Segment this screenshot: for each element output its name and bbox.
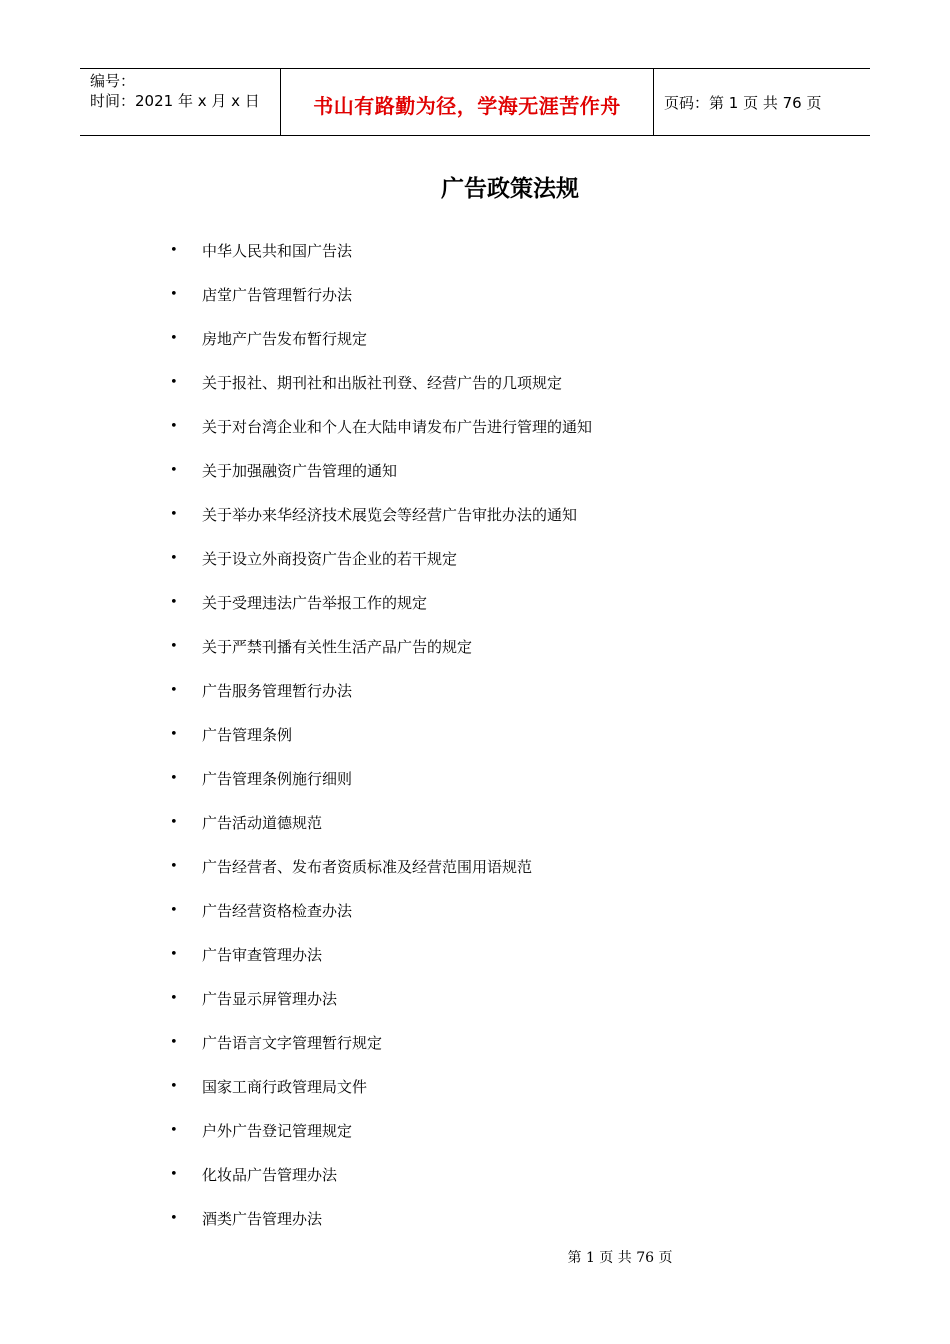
- list-item: [170, 1108, 592, 1152]
- bullet-icon: •: [170, 374, 178, 390]
- list-item: [170, 228, 592, 272]
- list-item: [170, 1196, 592, 1240]
- list-item-text: 关于加强融资广告管理的通知: [202, 461, 398, 480]
- list-item-text: 化妆品广告管理办法: [202, 1165, 338, 1184]
- bullet-icon: •: [170, 462, 178, 478]
- list-item: [170, 360, 592, 404]
- list-item: [170, 668, 592, 712]
- bullet-icon: •: [170, 1034, 178, 1050]
- bullet-icon: •: [170, 946, 178, 962]
- document-header: [80, 68, 870, 136]
- bullet-icon: •: [170, 902, 178, 918]
- list-item: [170, 492, 592, 536]
- regulation-list: [170, 228, 592, 1240]
- list-item-text: 关于设立外商投资广告企业的若干规定: [202, 549, 458, 568]
- list-item: [170, 536, 592, 580]
- bullet-icon: •: [170, 594, 178, 610]
- page-info: 页码：第 1 页 共 76 页: [664, 93, 822, 112]
- list-item-text: 广告活动道德规范: [202, 813, 323, 832]
- bullet-icon: •: [170, 682, 178, 698]
- number-label: 编号：: [90, 72, 136, 90]
- bullet-icon: •: [170, 1166, 178, 1182]
- list-item: [170, 1064, 592, 1108]
- bullet-icon: •: [170, 242, 178, 258]
- bullet-icon: •: [170, 814, 178, 830]
- header-middle-cell: [281, 69, 654, 135]
- bullet-icon: •: [170, 990, 178, 1006]
- list-item: [170, 272, 592, 316]
- list-item: [170, 844, 592, 888]
- list-item-text: 广告管理条例: [202, 725, 293, 744]
- list-item: [170, 580, 592, 624]
- list-item-text: 户外广告登记管理规定: [202, 1121, 353, 1140]
- list-item: [170, 624, 592, 668]
- bullet-icon: •: [170, 330, 178, 346]
- list-item-text: 关于受理违法广告举报工作的规定: [202, 593, 428, 612]
- list-item-text: 关于严禁刊播有关性生活产品广告的规定: [202, 637, 473, 656]
- bullet-icon: •: [170, 770, 178, 786]
- list-item-text: 关于举办来华经济技术展览会等经营广告审批办法的通知: [202, 505, 578, 524]
- list-item: [170, 756, 592, 800]
- bullet-icon: •: [170, 638, 178, 654]
- list-item: [170, 316, 592, 360]
- list-item-text: 房地产广告发布暂行规定: [202, 329, 368, 348]
- list-item: [170, 1152, 592, 1196]
- bullet-icon: •: [170, 506, 178, 522]
- bullet-icon: •: [170, 286, 178, 302]
- list-item-text: 国家工商行政管理局文件: [202, 1077, 368, 1096]
- list-item-text: 广告服务管理暂行办法: [202, 681, 353, 700]
- list-item: [170, 404, 592, 448]
- page-footer: 第 1 页 共 76 页: [567, 1250, 673, 1266]
- list-item: [170, 888, 592, 932]
- list-item: [170, 932, 592, 976]
- list-item: [170, 448, 592, 492]
- list-item-text: 广告显示屏管理办法: [202, 989, 338, 1008]
- list-item-text: 关于报社、期刊社和出版社刊登、经营广告的几项规定: [202, 373, 563, 392]
- list-item-text: 中华人民共和国广告法: [202, 241, 353, 260]
- header-left-cell: [80, 69, 281, 135]
- list-item-text: 酒类广告管理办法: [202, 1209, 323, 1228]
- bullet-icon: •: [170, 1078, 178, 1094]
- document-title: 广告政策法规: [441, 176, 579, 202]
- list-item: [170, 800, 592, 844]
- list-item-text: 广告经营者、发布者资质标准及经营范围用语规范: [202, 857, 533, 876]
- bullet-icon: •: [170, 550, 178, 566]
- list-item-text: 广告审查管理办法: [202, 945, 323, 964]
- list-item-text: 广告经营资格检查办法: [202, 901, 353, 920]
- bullet-icon: •: [170, 1210, 178, 1226]
- bullet-icon: •: [170, 1122, 178, 1138]
- list-item-text: 关于对台湾企业和个人在大陆申请发布广告进行管理的通知: [202, 417, 593, 436]
- bullet-icon: •: [170, 726, 178, 742]
- list-item-text: 店堂广告管理暂行办法: [202, 285, 353, 304]
- bullet-icon: •: [170, 418, 178, 434]
- bullet-icon: •: [170, 858, 178, 874]
- list-item-text: 广告语言文字管理暂行规定: [202, 1033, 383, 1052]
- motto-text: 书山有路勤为径，学海无涯苦作舟: [313, 93, 621, 118]
- list-item: [170, 712, 592, 756]
- time-label: 时间：2021 年 x 月 x 日: [90, 92, 260, 110]
- list-item: [170, 1020, 592, 1064]
- list-item: [170, 976, 592, 1020]
- list-item-text: 广告管理条例施行细则: [202, 769, 353, 788]
- header-right-cell: [654, 69, 870, 135]
